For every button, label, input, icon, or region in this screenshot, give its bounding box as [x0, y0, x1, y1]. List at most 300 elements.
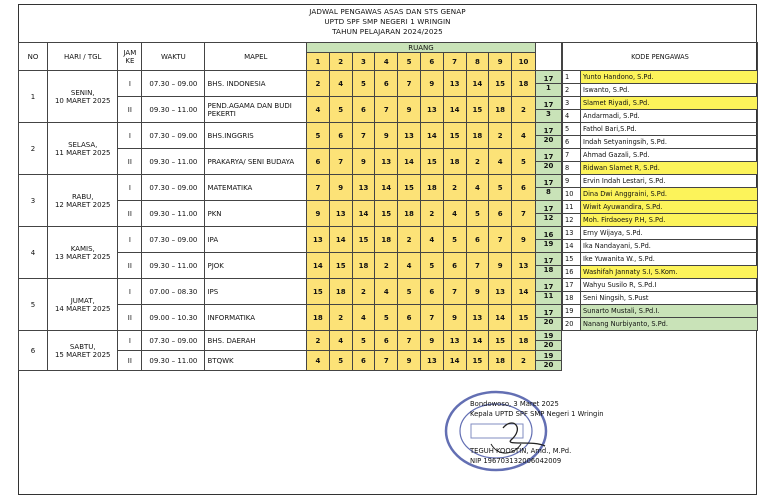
schedule-row: [19, 279, 562, 305]
pengawas-row: [563, 97, 758, 110]
pengawas-number: 19: [563, 305, 581, 318]
room-code: 18: [375, 227, 398, 253]
session-time: 09.30 – 11.00: [142, 149, 205, 175]
side-code: 20: [543, 318, 554, 326]
room-code: 9: [443, 305, 466, 331]
col-header-no: NO: [19, 43, 48, 71]
room-code: 7: [375, 351, 398, 371]
pengawas-row: [563, 214, 758, 227]
pengawas-number: 3: [563, 97, 581, 110]
room-code: 7: [466, 253, 489, 279]
room-code: 14: [307, 253, 330, 279]
room-code: 14: [398, 149, 421, 175]
room-code: 6: [420, 279, 443, 305]
room-code: 5: [352, 71, 375, 97]
day-number: 5: [19, 279, 48, 331]
side-code: 17: [536, 205, 561, 214]
pengawas-name: Erny Wijaya, S.Pd.: [581, 227, 758, 240]
signature-name: TEGUH KOOSTIN, Amd., M.Pd.: [470, 447, 572, 455]
pengawas-row: [563, 305, 758, 318]
room-code: 18: [443, 149, 466, 175]
room-code: 2: [352, 279, 375, 305]
pengawas-number: 9: [563, 175, 581, 188]
session-subject: PJOK: [205, 253, 307, 279]
session-subject: PEND.AGAMA DAN BUDI PEKERTI: [205, 97, 307, 123]
room-code: 4: [420, 227, 443, 253]
col-header-jam: JAM KE: [118, 43, 142, 71]
side-code: 18: [543, 266, 554, 274]
pengawas-name: Andarmadi, S.Pd.: [581, 110, 758, 123]
room-code: 2: [420, 201, 443, 227]
side-header-cell: [535, 43, 561, 71]
room-code: 7: [329, 149, 352, 175]
schedule-row: [19, 71, 562, 97]
room-code: 18: [307, 305, 330, 331]
room-code: 4: [489, 149, 512, 175]
pengawas-number: 15: [563, 253, 581, 266]
side-code: 12: [543, 214, 554, 222]
side-code-cell: [535, 149, 561, 175]
pengawas-number: 10: [563, 188, 581, 201]
side-code: 17: [536, 101, 561, 110]
room-code: 13: [375, 149, 398, 175]
schedule-row: [19, 123, 562, 149]
room-code: 14: [443, 351, 466, 371]
col-header-mapel: MAPEL: [205, 43, 307, 71]
pengawas-row: [563, 175, 758, 188]
side-code-cell: [535, 201, 561, 227]
signature-place-date: Bondowoso, 3 Maret 2025: [470, 400, 559, 408]
room-code: 15: [489, 71, 512, 97]
room-code: 6: [375, 71, 398, 97]
session-time: 09.30 – 11.00: [142, 97, 205, 123]
session-subject: BHS.INGGRIS: [205, 123, 307, 149]
session-jam: I: [118, 279, 142, 305]
col-header-ruang: RUANG: [307, 43, 536, 53]
session-subject: BHS. DAERAH: [205, 331, 307, 351]
room-code: 14: [466, 71, 489, 97]
day-number: 3: [19, 175, 48, 227]
room-code: 7: [352, 123, 375, 149]
side-code: 8: [546, 188, 551, 196]
session-jam: II: [118, 305, 142, 331]
side-code-cell: [535, 227, 561, 253]
pengawas-number: 5: [563, 123, 581, 136]
room-code: 7: [420, 305, 443, 331]
side-code-cell: [535, 123, 561, 149]
session-jam: II: [118, 253, 142, 279]
room-code: 14: [466, 331, 489, 351]
room-code: 5: [375, 305, 398, 331]
room-code: 5: [466, 201, 489, 227]
session-jam: II: [118, 149, 142, 175]
pengawas-number: 20: [563, 318, 581, 331]
side-code: 19: [536, 352, 561, 361]
session-time: 07.30 – 09.00: [142, 227, 205, 253]
side-code: 20: [543, 162, 554, 170]
room-code: 5: [329, 97, 352, 123]
room-code: 7: [398, 331, 421, 351]
pengawas-name: Yunto Handono, S.Pd.: [581, 71, 758, 84]
room-code: 14: [352, 201, 375, 227]
day-name: SENIN,: [70, 88, 95, 97]
pengawas-number: 11: [563, 201, 581, 214]
side-code: 17: [536, 75, 561, 84]
pengawas-number: 1: [563, 71, 581, 84]
session-time: 09.30 – 11.00: [142, 201, 205, 227]
pengawas-row: [563, 318, 758, 331]
pengawas-number: 8: [563, 162, 581, 175]
day-date: 14 MARET 2025: [54, 304, 111, 313]
room-code: 5: [420, 253, 443, 279]
room-code: 6: [329, 123, 352, 149]
pengawas-number: 2: [563, 84, 581, 97]
room-code: 2: [398, 227, 421, 253]
schedule-row: [19, 227, 562, 253]
room-code: 6: [466, 227, 489, 253]
side-code: 20: [543, 361, 554, 369]
pengawas-row: [563, 201, 758, 214]
room-code: 14: [329, 227, 352, 253]
side-code-cell: [535, 97, 561, 123]
room-code: 18: [398, 201, 421, 227]
room-code: 4: [307, 351, 330, 371]
side-code: 17: [536, 153, 561, 162]
session-time: 09.00 – 10.30: [142, 305, 205, 331]
room-code: 13: [466, 305, 489, 331]
side-code: 17: [536, 257, 561, 266]
room-code: 15: [352, 227, 375, 253]
room-code: 2: [307, 331, 330, 351]
col-header-hari: HARI / TGL: [48, 43, 118, 71]
room-code: 9: [329, 175, 352, 201]
room-code: 6: [398, 305, 421, 331]
day-date-cell: [48, 331, 118, 371]
room-code: 5: [512, 149, 536, 175]
side-code: 16: [536, 231, 561, 240]
pengawas-name: Iswanto, S.Pd.: [581, 84, 758, 97]
pengawas-row: [563, 279, 758, 292]
pengawas-number: 17: [563, 279, 581, 292]
pengawas-row: [563, 136, 758, 149]
room-code: 7: [443, 279, 466, 305]
room-code: 4: [352, 305, 375, 331]
room-code: 15: [512, 305, 536, 331]
room-code: 18: [489, 351, 512, 371]
room-code: 15: [307, 279, 330, 305]
day-name: SELASA,: [68, 140, 98, 149]
room-code: 5: [443, 227, 466, 253]
room-code: 18: [352, 253, 375, 279]
ruang-number: 6: [420, 53, 443, 71]
pengawas-number: 6: [563, 136, 581, 149]
pengawas-name: Ridwan Slamet R, S.Pd.: [581, 162, 758, 175]
day-date-cell: [48, 227, 118, 279]
day-number: 1: [19, 71, 48, 123]
room-code: 13: [398, 123, 421, 149]
col-header-waktu: WAKTU: [142, 43, 205, 71]
pengawas-name: Ervin Indah Lestari, S.Pd.: [581, 175, 758, 188]
room-code: 5: [398, 279, 421, 305]
room-code: 9: [352, 149, 375, 175]
room-code: 4: [329, 71, 352, 97]
pengawas-name: Wiwit Ayuwandira, S.Pd.: [581, 201, 758, 214]
room-code: 5: [352, 331, 375, 351]
session-time: 07.30 – 09.00: [142, 331, 205, 351]
room-code: 9: [307, 201, 330, 227]
room-code: 15: [375, 201, 398, 227]
room-code: 18: [512, 331, 536, 351]
pengawas-table: [562, 42, 758, 331]
room-code: 18: [329, 279, 352, 305]
room-code: 18: [420, 175, 443, 201]
room-code: 14: [443, 97, 466, 123]
pengawas-number: 12: [563, 214, 581, 227]
pengawas-row: [563, 292, 758, 305]
room-code: 14: [512, 279, 536, 305]
session-subject: BHS. INDONESIA: [205, 71, 307, 97]
pengawas-name: Dina Dwi Anggraini, S.Pd.: [581, 188, 758, 201]
pengawas-row: [563, 84, 758, 97]
schedule-row: [19, 331, 562, 351]
room-code: 13: [512, 253, 536, 279]
room-code: 6: [352, 351, 375, 371]
room-code: 7: [398, 71, 421, 97]
day-name: RABU,: [71, 192, 94, 201]
room-code: 5: [329, 351, 352, 371]
room-code: 13: [443, 331, 466, 351]
pengawas-row: [563, 110, 758, 123]
room-code: 15: [489, 331, 512, 351]
day-number: 2: [19, 123, 48, 175]
session-subject: PKN: [205, 201, 307, 227]
side-code: 11: [543, 292, 554, 300]
ruang-number: 3: [352, 53, 375, 71]
session-time: 07.30 – 09.00: [142, 123, 205, 149]
side-code-cell: [535, 331, 561, 351]
room-code: 2: [307, 71, 330, 97]
signature-nip: NIP 196703132006042009: [470, 457, 562, 465]
room-code: 7: [307, 175, 330, 201]
day-date-cell: [48, 279, 118, 331]
room-code: 15: [443, 123, 466, 149]
pengawas-row: [563, 266, 758, 279]
day-date: 11 MARET 2025: [54, 148, 111, 157]
room-code: 7: [512, 201, 536, 227]
pengawas-name: Moh. Firdaoesy P.H, S.Pd.: [581, 214, 758, 227]
room-code: 2: [375, 253, 398, 279]
pengawas-row: [563, 240, 758, 253]
ruang-number: 8: [466, 53, 489, 71]
room-code: 9: [512, 227, 536, 253]
ruang-number: 9: [489, 53, 512, 71]
pengawas-row: [563, 227, 758, 240]
side-code: 19: [536, 332, 561, 341]
room-code: 9: [466, 279, 489, 305]
room-code: 9: [420, 331, 443, 351]
session-time: 07.30 – 09.00: [142, 71, 205, 97]
pengawas-row: [563, 253, 758, 266]
side-code: 1: [546, 84, 551, 92]
day-number: 6: [19, 331, 48, 371]
session-jam: II: [118, 351, 142, 371]
day-name: KAMIS,: [70, 244, 95, 253]
schedule-table: [18, 42, 562, 371]
session-subject: MATEMATIKA: [205, 175, 307, 201]
school-year: TAHUN PELAJARAN 2024/2025: [332, 27, 443, 36]
side-code: 17: [536, 309, 561, 318]
side-code: 17: [536, 179, 561, 188]
side-code: 17: [536, 283, 561, 292]
session-jam: I: [118, 71, 142, 97]
session-jam: I: [118, 123, 142, 149]
pengawas-row: [563, 188, 758, 201]
pengawas-name: Slamet Riyadi, S.Pd.: [581, 97, 758, 110]
side-code: 20: [543, 136, 554, 144]
room-code: 6: [489, 201, 512, 227]
side-code-cell: [535, 305, 561, 331]
side-code-cell: [535, 71, 561, 97]
pengawas-number: 4: [563, 110, 581, 123]
room-code: 14: [375, 175, 398, 201]
session-subject: BTQWK: [205, 351, 307, 371]
room-code: 2: [443, 175, 466, 201]
room-code: 13: [420, 97, 443, 123]
pengawas-name: Seni Ningsih, S.Pust: [581, 292, 758, 305]
day-date-cell: [48, 71, 118, 123]
pengawas-name: Ike Yuwanita W., S.Pd.: [581, 253, 758, 266]
room-code: 15: [329, 253, 352, 279]
day-date: 10 MARET 2025: [54, 96, 111, 105]
room-code: 6: [443, 253, 466, 279]
pengawas-name: Nanang Nurbiyanto, S.Pd.: [581, 318, 758, 331]
room-code: 18: [489, 97, 512, 123]
room-code: 4: [307, 97, 330, 123]
side-code: 19: [543, 240, 554, 248]
room-code: 2: [466, 149, 489, 175]
room-code: 14: [420, 123, 443, 149]
pengawas-row: [563, 123, 758, 136]
pengawas-name: Ika Nandayani, S.Pd.: [581, 240, 758, 253]
session-time: 09.30 – 11.00: [142, 253, 205, 279]
ruang-number: 5: [398, 53, 421, 71]
room-code: 2: [512, 351, 536, 371]
room-code: 13: [329, 201, 352, 227]
pengawas-name: Indah Setyaningsih, S.Pd.: [581, 136, 758, 149]
room-code: 4: [512, 123, 536, 149]
room-code: 14: [489, 305, 512, 331]
session-time: 07.30 – 09.00: [142, 175, 205, 201]
room-code: 9: [375, 123, 398, 149]
room-code: 4: [398, 253, 421, 279]
day-date-cell: [48, 175, 118, 227]
session-jam: II: [118, 201, 142, 227]
day-name: JUMAT,: [70, 296, 95, 305]
room-code: 4: [443, 201, 466, 227]
room-code: 13: [307, 227, 330, 253]
pengawas-row: [563, 149, 758, 162]
room-code: 4: [329, 331, 352, 351]
session-time: 09.30 – 11.00: [142, 351, 205, 371]
pengawas-row: [563, 162, 758, 175]
room-code: 15: [420, 149, 443, 175]
ruang-number: 1: [307, 53, 330, 71]
room-code: 13: [489, 279, 512, 305]
doc-title: JADWAL PENGAWAS ASAS DAN STS GENAP: [309, 7, 466, 16]
room-code: 18: [512, 71, 536, 97]
room-code: 5: [307, 123, 330, 149]
day-date: 15 MARET 2025: [54, 350, 111, 359]
side-code: 3: [546, 110, 551, 118]
pengawas-name: Ahmad Gazali, S.Pd.: [581, 149, 758, 162]
pengawas-row: [563, 71, 758, 84]
room-code: 15: [466, 97, 489, 123]
room-code: 7: [489, 227, 512, 253]
session-jam: II: [118, 97, 142, 123]
day-date-cell: [48, 123, 118, 175]
day-date: 12 MARET 2025: [54, 200, 111, 209]
pengawas-number: 14: [563, 240, 581, 253]
day-number: 4: [19, 227, 48, 279]
room-code: 13: [352, 175, 375, 201]
ruang-number: 7: [443, 53, 466, 71]
side-code-cell: [535, 279, 561, 305]
room-code: 9: [398, 351, 421, 371]
day-name: SABTU,: [69, 342, 96, 351]
room-code: 2: [489, 123, 512, 149]
pengawas-name: Sunarto Mustali, S.Pd.I.: [581, 305, 758, 318]
signature-position: Kepala UPTD SPF SMP Negeri 1 Wringin: [470, 410, 604, 418]
room-code: 15: [466, 351, 489, 371]
ruang-number: 10: [512, 53, 536, 71]
session-subject: IPS: [205, 279, 307, 305]
session-jam: I: [118, 227, 142, 253]
room-code: 9: [398, 97, 421, 123]
room-code: 4: [466, 175, 489, 201]
side-code-cell: [535, 253, 561, 279]
side-code-cell: [535, 351, 561, 371]
room-code: 15: [398, 175, 421, 201]
room-code: 5: [489, 175, 512, 201]
school-name: UPTD SPF SMP NEGERI 1 WRINGIN: [324, 17, 451, 26]
session-jam: I: [118, 175, 142, 201]
session-subject: IPA: [205, 227, 307, 253]
session-time: 07.00 – 08.30: [142, 279, 205, 305]
pengawas-number: 13: [563, 227, 581, 240]
kode-header: KODE PENGAWAS: [563, 43, 758, 71]
room-code: 2: [512, 97, 536, 123]
room-code: 9: [489, 253, 512, 279]
room-code: 7: [375, 97, 398, 123]
session-subject: PRAKARYA/ SENI BUDAYA: [205, 149, 307, 175]
ruang-number: 4: [375, 53, 398, 71]
side-code: 17: [536, 127, 561, 136]
session-subject: INFORMATIKA: [205, 305, 307, 331]
room-code: 13: [443, 71, 466, 97]
room-code: 18: [466, 123, 489, 149]
room-code: 6: [512, 175, 536, 201]
room-code: 13: [420, 351, 443, 371]
room-code: 2: [329, 305, 352, 331]
room-code: 4: [375, 279, 398, 305]
schedule-row: [19, 175, 562, 201]
room-code: 6: [352, 97, 375, 123]
side-code-cell: [535, 175, 561, 201]
room-code: 9: [420, 71, 443, 97]
room-code: 6: [375, 331, 398, 351]
day-date: 13 MARET 2025: [54, 252, 111, 261]
side-code: 20: [543, 341, 554, 349]
